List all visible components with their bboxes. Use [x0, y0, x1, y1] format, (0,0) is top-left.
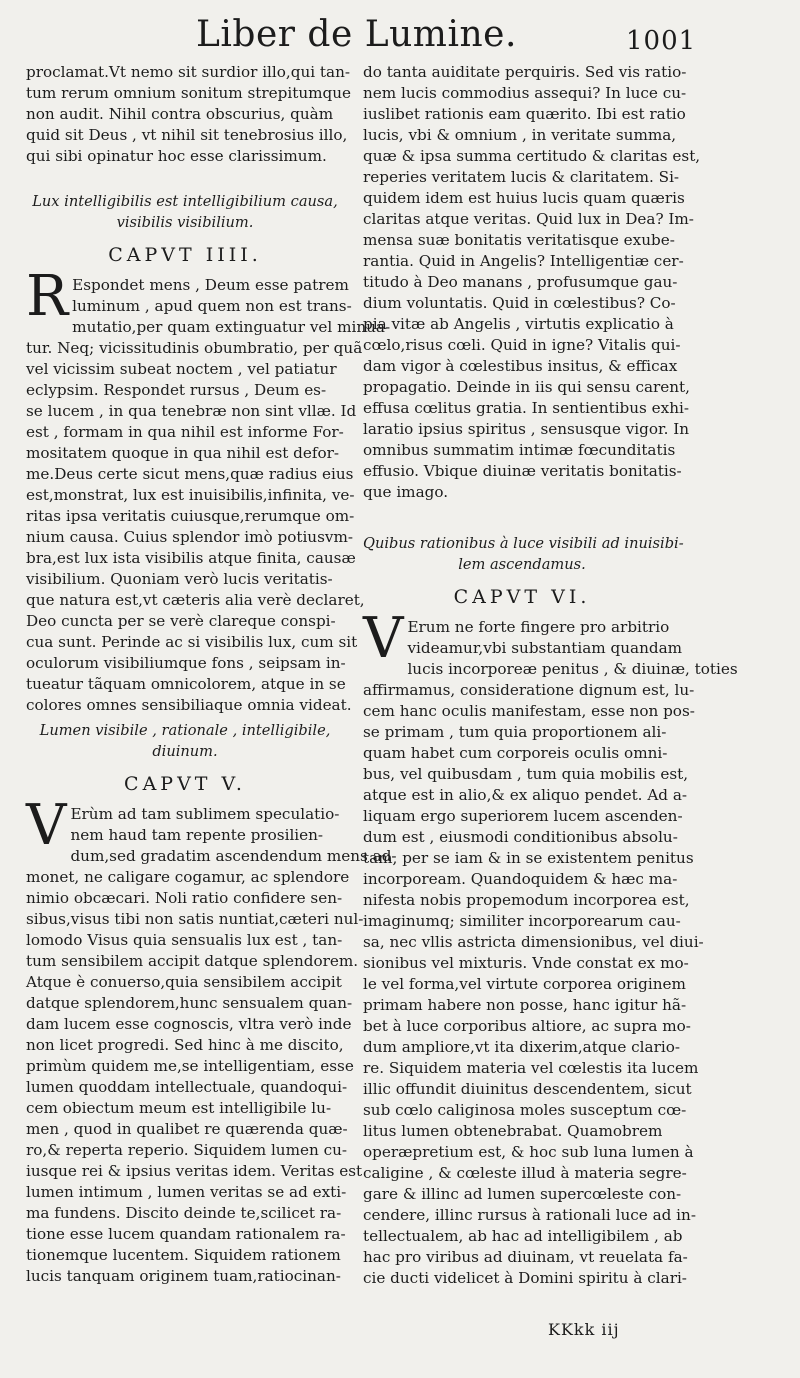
- text-line: tione esse lucem quandam rationalem ra-: [26, 1225, 346, 1243]
- text-line: me.Deus certe sicut mens,quæ radius eius: [26, 465, 354, 483]
- chapter-5-summary: [26, 720, 344, 762]
- signature-mark: KKkk iij: [548, 1320, 620, 1339]
- text-line: nium causa. Cuius splendor imò potiusvm-: [26, 528, 353, 546]
- text-line: sa, nec vllis astricta dimensionibus, vel diui-: [363, 933, 704, 951]
- text-line: ritas ipsa veritatis cuiusque,rerumque om-: [26, 507, 355, 525]
- text-line: do tanta auiditate perquiris. Sed vis ratio-: [363, 63, 687, 81]
- drop-cap: V: [26, 793, 67, 858]
- chapter-5-text: [26, 793, 397, 1287]
- text-line: nifesta nobis propemodum incorporea est,: [363, 891, 690, 909]
- text-line: le vel forma,vel virtute corporea originem: [363, 975, 686, 993]
- text-line: dium voluntatis. Quid in cœlestibus? Co-: [363, 294, 676, 312]
- text-line: quæ & ipsa summa certitudo & claritas est,: [363, 147, 701, 165]
- text-line: est,monstrat, lux est inuisibilis,infinita, ve-: [26, 486, 355, 504]
- left-column: [26, 62, 397, 1287]
- text-line: omnibus summatim intimæ fœcunditatis: [363, 441, 676, 459]
- chapter-6-summary: [363, 533, 684, 575]
- text-line: videamur,vbi substantiam quandam: [407, 639, 683, 657]
- summary-line: lem ascendamus.: [458, 556, 586, 573]
- text-line: iusque rei & ipsius veritas idem. Veritas est: [26, 1162, 363, 1180]
- text-line: eclypsim. Respondet rursus , Deum es-: [26, 381, 327, 399]
- text-line: men , quod in qualibet re quærenda quæ-: [26, 1120, 348, 1138]
- text-line: tueatur tãquam omnicolorem, atque in se: [26, 675, 346, 693]
- text-line: litus lumen obtenebrabat. Quamobrem: [363, 1122, 663, 1140]
- text-line: lumen quoddam intellectuale, quandoqui-: [26, 1078, 348, 1096]
- text-line: qui sibi opinatur hoc esse clarissimum.: [26, 147, 327, 165]
- text-line: bet à luce corporibus altiore, ac supra mo-: [363, 1017, 691, 1035]
- text-line: quidem idem est huius lucis quam quæris: [363, 189, 685, 207]
- text-line: quid sit Deus , vt nihil sit tenebrosius illo,: [26, 126, 348, 144]
- text-line: caligine , & cœleste illud à materia segre-: [363, 1164, 687, 1182]
- text-line: lucis incorporeæ penitus , & diuinæ, toties: [407, 660, 738, 678]
- chapter-4-text: [26, 264, 391, 716]
- text-line: illic offundit diuinitus descendentem, sicut: [363, 1080, 692, 1098]
- text-line: oculorum visibiliumque fons , seipsam in-: [26, 654, 346, 672]
- text-line: mutatio,per quam extinguatur vel minua-: [72, 318, 391, 336]
- text-line: vel vicissim subeat noctem , vel patiatur: [26, 360, 337, 378]
- text-line: Erùm ad tam sublimem speculatio-: [70, 805, 340, 823]
- chapter-6-text: [363, 606, 738, 1289]
- text-line: cem obiectum meum est intelligibile lu-: [26, 1099, 332, 1117]
- text-line: non licet progredi. Sed hinc à me discito,: [26, 1036, 344, 1054]
- text-line: affirmamus, consideratione dignum est, lu-: [363, 681, 695, 699]
- text-line: incorpoream. Quandoquidem & hæc ma-: [363, 870, 678, 888]
- chapter-4-heading: CAPVT IIII.: [108, 244, 262, 266]
- text-line: quam habet cum corporeis oculis omni-: [363, 744, 668, 762]
- text-line: cœlo,risus cœli. Quid in igne? Vitalis qui-: [363, 336, 681, 354]
- drop-cap: V: [363, 606, 404, 671]
- text-line: bus, vel quibusdam , tum quia mobilis est,: [363, 765, 689, 783]
- text-line: dum est , eiusmodi conditionibus absolu-: [363, 828, 678, 846]
- text-line: lomodo Visus quia sensualis lux est , tan-: [26, 931, 343, 949]
- text-line: dam vigor à cœlestibus insitus, & efficax: [363, 357, 678, 375]
- text-line: laratio ipsius spiritus , sensusque vigor. In: [363, 420, 690, 438]
- text-line: tum rerum omnium sonitum strepitumque: [26, 84, 352, 102]
- text-line: non audit. Nihil contra obscurius, quàm: [26, 105, 334, 123]
- text-line: est , formam in qua nihil est informe For-: [26, 423, 344, 441]
- text-line: Atque è conuerso,quia sensibilem accipit: [26, 973, 342, 991]
- text-line: tam, per se iam & in se existentem penitus: [363, 849, 694, 867]
- text-line: iuslibet rationis eam quærito. Ibi est ratio: [363, 105, 686, 123]
- text-line: gare & illinc ad lumen supercœleste con-: [363, 1185, 682, 1203]
- text-line: que natura est,vt cæteris alia verè declaret,: [26, 591, 365, 609]
- text-line: se primam , tum quia proportionem ali-: [363, 723, 667, 741]
- text-line: tum sensibilem accipit datque splendorem.: [26, 952, 359, 970]
- text-line: cendere, illinc rursus à rationali luce ad in-: [363, 1206, 696, 1224]
- text-line: imaginumq; similiter incorporearum cau-: [363, 912, 681, 930]
- text-line: titudo à Deo manans , profusumque gau-: [363, 273, 678, 291]
- text-line: lumen intimum , lumen veritas se ad exti-: [26, 1183, 347, 1201]
- summary-line: Lux intelligibilis est intelligibilium causa,: [32, 193, 338, 210]
- text-line: dum ampliore,vt ita dixerim,atque clario-: [363, 1038, 680, 1056]
- text-line: effusa cœlitus gratia. In sentientibus exhi-: [363, 399, 689, 417]
- text-line: sionibus vel mixturis. Vnde constat ex mo-: [363, 954, 689, 972]
- text-line: tellectualem, ab hac ad intelligibilem , ab: [363, 1227, 683, 1245]
- summary-line: Quibus rationibus à luce visibili ad inuisibi-: [363, 535, 684, 552]
- intro-text: [363, 62, 701, 503]
- text-line: bra,est lux ista visibilis atque finita, causæ: [26, 549, 356, 567]
- text-line: nem haud tam repente prosilien-: [70, 826, 324, 844]
- text-line: cie ducti videlicet à Domini spiritu à clari-: [363, 1269, 687, 1287]
- text-line: dum,sed gradatim ascendendum mens ad-: [70, 847, 397, 865]
- text-line: cem hanc oculis manifestam, esse non pos-: [363, 702, 695, 720]
- text-line: liquam ergo superiorem lucem ascenden-: [363, 807, 683, 825]
- text-line: Espondet mens , Deum esse patrem: [72, 276, 349, 294]
- text-line: colores omnes sensibiliaque omnia videat.: [26, 696, 352, 714]
- summary-line: visibilis visibilium.: [116, 214, 254, 231]
- summary-line: Lumen visibile , rationale , intelligibile,: [39, 722, 331, 739]
- text-line: atque est in alio,& ex aliquo pendet. Ad a-: [363, 786, 688, 804]
- text-line: nimio obcæcari. Noli ratio confidere sen-: [26, 889, 343, 907]
- summary-line: diuinum.: [152, 743, 218, 760]
- text-line: hac pro viribus ad diuinam, vt reuelata fa-: [363, 1248, 688, 1266]
- text-line: ro,& reperta reperio. Siquidem lumen cu-: [26, 1141, 348, 1159]
- text-line: Deo cuncta per se verè clareque conspi-: [26, 612, 336, 630]
- text-line: ma fundens. Discito deinde te,scilicet ra-: [26, 1204, 342, 1222]
- text-line: tur. Neq; vicissitudinis obumbratio, per quã: [26, 339, 363, 357]
- text-line: tionemque lucentem. Siquidem rationem: [26, 1246, 341, 1264]
- intro-text: [26, 62, 352, 167]
- chapter-5-heading: CAPVT V.: [124, 773, 246, 795]
- right-column: [363, 62, 738, 1289]
- text-line: sibus,visus tibi non satis nuntiat,cæteri nul-: [26, 910, 364, 928]
- text-line: reperies veritatem lucis & claritatem. Si-: [363, 168, 680, 186]
- text-line: luminum , apud quem non est trans-: [72, 297, 352, 315]
- text-line: datque splendorem,hunc sensualem quan-: [26, 994, 353, 1012]
- text-line: primam habere non posse, hanc igitur hã-: [363, 996, 687, 1014]
- drop-cap: R: [26, 264, 69, 329]
- text-line: nem lucis commodius assequi? In luce cu-: [363, 84, 687, 102]
- text-line: pia vitæ ab Angelis , virtutis explicatio à: [363, 315, 674, 333]
- text-line: mositatem quoque in qua nihil est defor-: [26, 444, 340, 462]
- text-line: dam lucem esse cognoscis, vltra verò inde: [26, 1015, 352, 1033]
- text-line: rantia. Quid in Angelis? Intelligentiæ cer-: [363, 252, 684, 270]
- text-line: lucis, vbi & omnium , in veritate summa,: [363, 126, 677, 144]
- chapter-6-heading: CAPVT VI.: [453, 586, 591, 608]
- text-line: effusio. Vbique diuinæ veritatis bonitatis-: [363, 462, 682, 480]
- text-line: Erum ne forte fingere pro arbitrio: [407, 618, 670, 636]
- text-line: visibilium. Quoniam verò lucis veritatis-: [26, 570, 333, 588]
- text-line: claritas atque veritas. Quid lux in Dea? Im-: [363, 210, 694, 228]
- chapter-4-summary: [26, 191, 344, 233]
- text-line: lucis tanquam originem tuam,ratiocinan-: [26, 1267, 341, 1285]
- text-line: cua sunt. Perinde ac si visibilis lux, cum sit: [26, 633, 358, 651]
- running-title: Liber de Lumine.: [196, 14, 517, 55]
- text-line: primùm quidem me,se intelligentiam, esse: [26, 1057, 354, 1075]
- text-line: proclamat.Vt nemo sit surdior illo,qui tan-: [26, 63, 351, 81]
- text-line: sub cœlo caliginosa moles susceptum cœ-: [363, 1101, 687, 1119]
- text-line: propagatio. Deinde in iis qui sensu carent,: [363, 378, 690, 396]
- text-line: monet, ne caligare cogamur, ac splendore: [26, 868, 350, 886]
- page-number: 1001: [626, 26, 697, 56]
- text-line: operæpretium est, & hoc sub luna lumen à: [363, 1143, 694, 1161]
- text-line: que imago.: [363, 483, 449, 501]
- text-line: re. Siquidem materia vel cœlestis ita lucem: [363, 1059, 699, 1077]
- text-line: se lucem , in qua tenebræ non sint vllæ. Id: [26, 402, 357, 420]
- text-line: mensa suæ bonitatis veritatisque exube-: [363, 231, 675, 249]
